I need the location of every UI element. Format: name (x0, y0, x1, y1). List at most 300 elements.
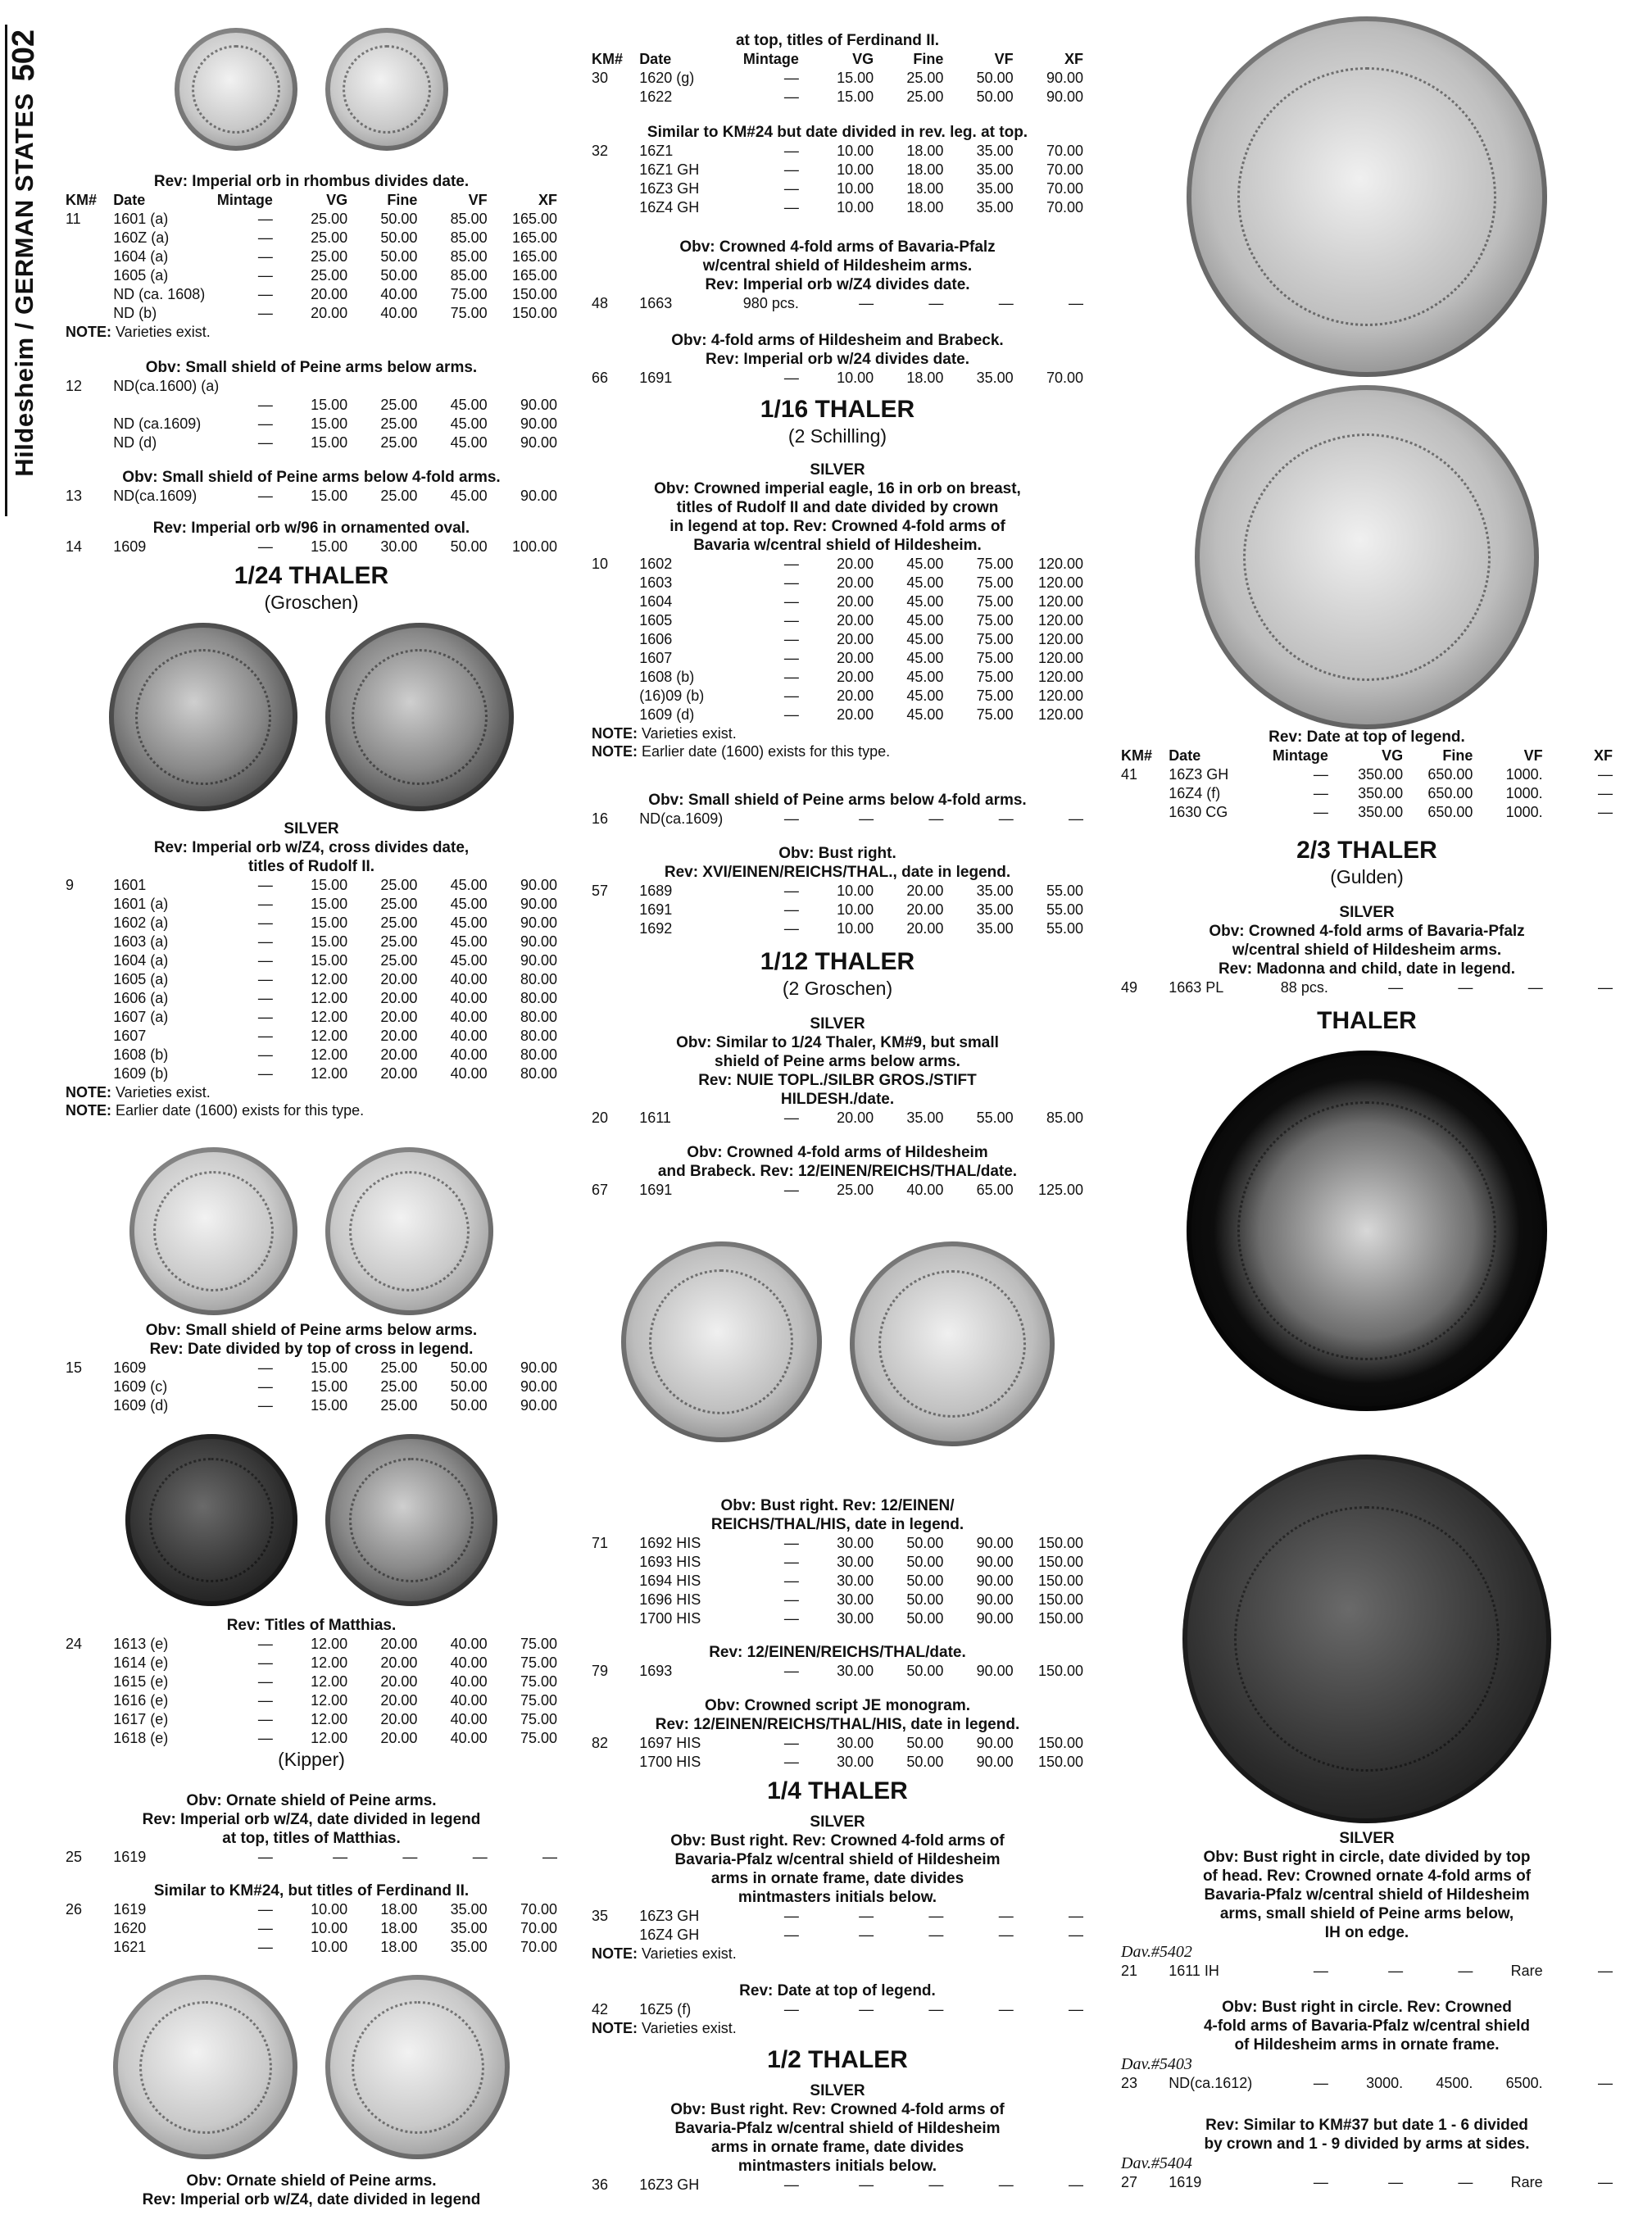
description: Obv: Crowned 4-fold arms of Bavaria-Pfalz (1209, 923, 1525, 940)
cell-mintage: — (783, 1110, 799, 1126)
cell-xf: 80.00 (520, 1028, 557, 1044)
denomination-1-16-thaler (592, 395, 1083, 447)
cell-vg: 25.00 (311, 229, 348, 246)
cell-km (66, 895, 113, 914)
cell-vg: 20.00 (837, 669, 874, 685)
cell-km: 13 (66, 488, 83, 504)
cell-vg: 20.00 (837, 688, 874, 704)
cell-date: 160Z (a) (113, 229, 170, 246)
cell-fine: 25.00 (380, 896, 418, 912)
column-header-km: KM# (1121, 747, 1153, 764)
cell-km: 10 (592, 556, 609, 572)
cell-vg: 10.00 (311, 1920, 348, 1936)
cell-vg: — (1388, 1963, 1404, 1979)
entry-km32 (592, 123, 1083, 217)
coin-photos-km11 (66, 28, 557, 151)
note: NOTE: Varieties exist. (592, 2020, 737, 2036)
cell-vg: 10.00 (837, 370, 874, 386)
cell-vg: 12.00 (311, 1730, 348, 1746)
cell-date: 1693 (639, 1663, 673, 1679)
cell-vg: 10.00 (837, 143, 874, 159)
cell-date: 1618 (e) (113, 1730, 169, 1746)
table-row (66, 285, 557, 304)
description: Rev: Date at top of legend. (1268, 728, 1465, 746)
cell-xf: 150.00 (1037, 1610, 1083, 1627)
cell-fine: 18.00 (380, 1939, 418, 1955)
cell-vg: 15.00 (311, 933, 348, 950)
price-table (592, 1734, 1083, 1772)
cell-date: 1630 CG (1169, 804, 1228, 820)
cell-mintage: — (783, 574, 799, 591)
cell-vf: — (1527, 979, 1543, 996)
cell-vg: 10.00 (837, 920, 874, 937)
cell-km (66, 989, 113, 1008)
cell-vg: 12.00 (311, 1009, 348, 1025)
cell-km (66, 1064, 113, 1083)
cell-date: 1692 (639, 920, 673, 937)
cell-mintage: — (783, 70, 799, 86)
cell-vf: 35.00 (976, 180, 1014, 197)
cell-fine: — (928, 2001, 944, 2017)
cell-mintage: — (257, 1939, 273, 1955)
cell-fine: 50.00 (906, 1554, 944, 1570)
table-row (592, 810, 1083, 828)
table-row (66, 1848, 557, 1867)
cell-vf: 1000. (1505, 766, 1543, 783)
cell-vf: 35.00 (450, 1920, 488, 1936)
coin-obverse-image (109, 623, 297, 811)
cell-km (592, 88, 639, 107)
cell-fine: 18.00 (380, 1920, 418, 1936)
cell-xf: 75.00 (520, 1711, 557, 1727)
cell-mintage: — (257, 1692, 273, 1709)
cell-mintage: — (783, 2001, 799, 2017)
cell-vf: 40.00 (450, 1046, 488, 1063)
cell-vg: 12.00 (311, 1636, 348, 1652)
table-row (66, 876, 557, 895)
cell-mintage: — (257, 896, 273, 912)
table-row (592, 2176, 1083, 2194)
entry-km25 (66, 1791, 557, 1867)
cell-mintage: — (257, 397, 273, 413)
coin-photos-km15 (66, 1147, 557, 1315)
cell-mintage: — (257, 1901, 273, 1918)
coin-reverse-image (325, 1975, 510, 2159)
cell-vg: 15.00 (311, 434, 348, 451)
price-table (592, 1181, 1083, 1200)
cell-vf: 35.00 (976, 901, 1014, 918)
denomination-subtitle: (Kipper) (278, 1749, 345, 1770)
table-row (66, 951, 557, 970)
entry-km30-desc (66, 2172, 557, 2209)
cell-fine: 40.00 (380, 286, 418, 302)
cell-km (592, 901, 639, 919)
description: Rev: Imperial orb in rhombus divides date. (153, 173, 470, 190)
cell-mintage: — (783, 883, 799, 899)
cell-fine: 20.00 (380, 1711, 418, 1727)
description: of head. Rev: Crowned ornate 4-fold arms of (1202, 1868, 1532, 1885)
description: shield of Peine arms below arms. (715, 1053, 960, 1070)
cell-xf: 150.00 (1037, 1663, 1083, 1679)
cell-vg: 10.00 (837, 180, 874, 197)
table-row (592, 69, 1083, 88)
description: Similar to KM#24, but titles of Ferdinand II. (153, 1882, 470, 1899)
description: arms, small shield of Peine arms below, (1219, 1905, 1514, 1922)
price-table (66, 1900, 557, 1957)
cell-vg: 20.00 (837, 631, 874, 647)
cell-fine (347, 377, 417, 396)
cell-mintage: — (1313, 1963, 1328, 1979)
cell-vg: 15.00 (311, 1397, 348, 1414)
cell-xf: 70.00 (1046, 370, 1083, 386)
column-header-km: KM# (66, 192, 98, 208)
cell-fine: 25.00 (380, 1378, 418, 1395)
cell-vf: — (472, 1849, 488, 1865)
cell-xf: 90.00 (520, 397, 557, 413)
cell-mintage: — (783, 1610, 799, 1627)
cell-date: (16)09 (b) (639, 688, 705, 704)
cell-vf: 90.00 (976, 1535, 1014, 1551)
cell-vg: 12.00 (311, 971, 348, 987)
cell-xf: 80.00 (520, 990, 557, 1006)
cell-vf: 35.00 (450, 1939, 488, 1955)
cell-vg: 25.00 (311, 248, 348, 265)
cell-date: ND(ca.1600) (a) (113, 378, 220, 394)
cell-xf: 120.00 (1037, 669, 1083, 685)
entry-km24 (66, 1616, 557, 1771)
cell-vg: — (333, 1849, 348, 1865)
cell-vf: — (998, 2176, 1014, 2193)
cell-km: 35 (592, 1908, 609, 1924)
cell-km (66, 1027, 113, 1046)
cell-vg: 12.00 (311, 1711, 348, 1727)
coin-photo-km21-reverse (1121, 1455, 1613, 1823)
cell-xf: — (1069, 2001, 1083, 2017)
cell-vf: 75.00 (450, 286, 488, 302)
description: Rev: Imperial orb w/96 in ornamented oval. (152, 520, 470, 537)
cell-vg: 30.00 (837, 1591, 874, 1608)
table-row (66, 210, 557, 229)
column-header-fine: Fine (913, 51, 944, 67)
cell-vf: 35.00 (976, 370, 1014, 386)
cell-vg: — (859, 810, 874, 827)
description: Obv: Bust right in circle. Rev: Crowned (1222, 1999, 1512, 2016)
cell-xf: — (1598, 979, 1613, 996)
column-header-fine: Fine (1442, 747, 1473, 764)
entry-km79 (592, 1643, 1083, 1681)
cell-vg: 25.00 (311, 267, 348, 284)
table-row (592, 1753, 1083, 1772)
cell-xf: 75.00 (520, 1636, 557, 1652)
table-row (592, 630, 1083, 649)
cell-mintage: — (1313, 766, 1328, 783)
cell-mintage: — (257, 1065, 273, 1082)
cell-xf: 90.00 (520, 1397, 557, 1414)
cell-xf: 120.00 (1037, 574, 1083, 591)
cell-fine: 20.00 (380, 1065, 418, 1082)
cell-xf: — (1598, 2075, 1613, 2091)
cell-km: 79 (592, 1663, 609, 1679)
cell-mintage: — (783, 593, 799, 610)
cell-vg: 10.00 (837, 161, 874, 178)
cell-fine: 18.00 (906, 370, 944, 386)
table-row (592, 1572, 1083, 1591)
description: Rev: Date divided by top of cross in legend. (149, 1341, 474, 1358)
cell-km (592, 198, 639, 217)
table-row (1121, 784, 1613, 803)
cell-date: 1601 (a) (113, 896, 169, 912)
table-row (66, 1008, 557, 1027)
table-row (592, 1181, 1083, 1200)
table-row (592, 179, 1083, 198)
cell-km: 26 (66, 1901, 83, 1918)
cell-date: 1620 (g) (639, 70, 695, 86)
price-table (592, 2000, 1083, 2019)
cell-km (66, 1654, 113, 1672)
table-row (66, 1729, 557, 1748)
cell-mintage: — (257, 915, 273, 931)
table-header-row (592, 50, 1083, 69)
cell-vf: 50.00 (450, 1378, 488, 1395)
cell-date: 1609 (d) (639, 706, 695, 723)
cell-vf: 90.00 (976, 1610, 1014, 1627)
cell-vf: 75.00 (976, 556, 1014, 572)
cell-date: 1691 (639, 1182, 673, 1198)
cell-xf: 150.00 (1037, 1735, 1083, 1751)
table-row (592, 1591, 1083, 1609)
cell-xf: — (1598, 785, 1613, 801)
cell-vg: 350.00 (1358, 804, 1404, 820)
entry-km67 (592, 1143, 1083, 1200)
cell-fine: 18.00 (906, 199, 944, 216)
cell-mintage: — (783, 1591, 799, 1608)
table-row (592, 706, 1083, 724)
cell-vf: Rare (1510, 1963, 1543, 1979)
cell-vg: 15.00 (311, 877, 348, 893)
cell-km: 9 (66, 877, 75, 893)
cell-date: 1609 (113, 538, 147, 555)
table-row (66, 1635, 557, 1654)
cell-km: 15 (66, 1359, 83, 1376)
description: of Hildesheim arms in ornate frame. (1234, 2036, 1500, 2054)
cell-km (592, 179, 639, 198)
cell-xf: — (1069, 1908, 1083, 1924)
cell-fine: 25.00 (380, 915, 418, 931)
cell-date: 1601 (a) (113, 211, 169, 227)
description: Obv: Ornate shield of Peine arms. (186, 2172, 437, 2190)
cell-mintage: — (783, 199, 799, 216)
cell-fine: 20.00 (906, 901, 944, 918)
cell-xf: 120.00 (1037, 556, 1083, 572)
cell-fine: 45.00 (906, 706, 944, 723)
cell-mintage: — (257, 305, 273, 321)
cell-xf: 70.00 (1046, 199, 1083, 216)
cell-vf: 45.00 (450, 896, 488, 912)
cell-date: 1617 (e) (113, 1711, 169, 1727)
table-row (592, 2000, 1083, 2019)
cell-vf: 45.00 (450, 915, 488, 931)
cell-date: 1615 (e) (113, 1673, 169, 1690)
entry-km21 (1121, 1829, 1613, 1981)
description: Obv: Small shield of Peine arms below arms. (145, 359, 478, 376)
cell-mintage: — (783, 89, 799, 105)
table-row (592, 88, 1083, 107)
denomination-title: 1/4 THALER (767, 1777, 908, 1804)
cell-vg: 20.00 (837, 593, 874, 610)
cell-xf: 75.00 (520, 1692, 557, 1709)
description: HILDESH./date. (780, 1091, 895, 1108)
cell-mintage: — (257, 1046, 273, 1063)
cell-fine: 25.00 (380, 933, 418, 950)
cell-date: 16Z3 GH (1169, 766, 1229, 783)
entry-km14 (66, 519, 557, 556)
cell-date: 1607 (113, 1028, 147, 1044)
entry-km23 (1121, 1998, 1613, 2093)
cell-vg: 12.00 (311, 1654, 348, 1671)
cell-xf: 150.00 (511, 305, 557, 321)
description: Rev: Imperial orb w/Z4 divides date. (705, 276, 970, 293)
cell-vg: 20.00 (837, 1110, 874, 1126)
cell-km (66, 1710, 113, 1729)
cell-vg: 15.00 (311, 896, 348, 912)
coin-photos-km71 (592, 1241, 1083, 1446)
table-row (592, 592, 1083, 611)
cell-mintage: — (257, 488, 273, 504)
description: Obv: Crowned 4-fold arms of Hildesheim (687, 1144, 988, 1161)
cell-xf: 90.00 (520, 952, 557, 969)
entry-km57 (592, 844, 1083, 938)
cell-vf: 75.00 (976, 650, 1014, 666)
cell-mintage: — (257, 933, 273, 950)
description: and Brabeck. Rev: 12/EINEN/REICHS/THAL/date. (657, 1163, 1018, 1180)
description: 4-fold arms of Bavaria-Pfalz w/central shield (1203, 2017, 1531, 2035)
description: Rev: 12/EINEN/REICHS/THAL/date. (709, 1644, 966, 1661)
table-row (1121, 978, 1613, 997)
note: NOTE: Earlier date (1600) exists for this type. (592, 743, 891, 760)
cell-mintage: — (257, 1673, 273, 1690)
cell-fine: 650.00 (1427, 804, 1473, 820)
cell-vf: 40.00 (450, 1028, 488, 1044)
cell-fine: 50.00 (380, 211, 418, 227)
coin-photo-km41-reverse (1121, 385, 1613, 729)
cell-mintage: — (257, 434, 273, 451)
cell-mintage: — (257, 952, 273, 969)
entry-km13 (66, 468, 557, 506)
table-row (66, 1919, 557, 1938)
price-table (592, 2176, 1083, 2194)
entry-km71 (592, 1496, 1083, 1628)
cell-mintage: — (257, 1378, 273, 1395)
price-table (66, 487, 557, 506)
cell-km: 41 (1121, 766, 1138, 783)
cell-vg: 3000. (1366, 2075, 1404, 2091)
table-row (1121, 2173, 1613, 2192)
coin-reverse-image (1195, 385, 1539, 729)
cell-vg: — (859, 2176, 874, 2193)
cell-date: ND (ca. 1608) (113, 286, 206, 302)
cell-vf: 1000. (1505, 804, 1543, 820)
cell-date: ND (ca.1609) (113, 415, 202, 432)
cell-xf: 90.00 (520, 1359, 557, 1376)
cell-date: 1603 (639, 574, 673, 591)
cell-vg: 15.00 (311, 415, 348, 432)
price-table (592, 1907, 1083, 1945)
table-row (592, 574, 1083, 592)
table-row (66, 989, 557, 1008)
column-header-mintage: Mintage (216, 192, 273, 208)
cell-xf: 120.00 (1037, 706, 1083, 723)
cell-date: 1605 (639, 612, 673, 629)
description: Bavaria w/central shield of Hildesheim. (693, 537, 982, 554)
description: mintmasters initials below. (738, 1889, 937, 1906)
cell-xf: 75.00 (520, 1654, 557, 1671)
price-table (592, 50, 1083, 107)
entry-km27 (1121, 2116, 1613, 2192)
price-table (592, 882, 1083, 938)
cell-fine: 50.00 (906, 1591, 944, 1608)
denomination-subtitle: (Gulden) (1330, 866, 1404, 887)
cell-fine: — (928, 295, 944, 311)
cell-date: 16Z3 GH (639, 1908, 700, 1924)
cell-km (66, 1729, 113, 1748)
cell-mintage: — (783, 1663, 799, 1679)
cell-mintage: — (1313, 2075, 1328, 2091)
cell-mintage: — (1313, 785, 1328, 801)
cell-xf: 150.00 (511, 286, 557, 302)
cell-km (1121, 803, 1169, 822)
cell-vg: 20.00 (311, 305, 348, 321)
cell-km: 21 (1121, 1963, 1138, 1979)
davenport-reference: Dav.#5404 (1121, 2154, 1192, 2172)
cell-fine: 20.00 (380, 1009, 418, 1025)
cell-fine: 20.00 (380, 1730, 418, 1746)
cell-vf: 40.00 (450, 1065, 488, 1082)
entry-km48 (592, 238, 1083, 313)
metal-label: SILVER (284, 820, 339, 837)
cell-vg: 15.00 (311, 952, 348, 969)
cell-date: 1609 (113, 1359, 147, 1376)
entry-km82 (592, 1696, 1083, 1772)
description: IH on edge. (1324, 1924, 1409, 1941)
coin-reverse-image (850, 1241, 1055, 1446)
table-row (66, 1654, 557, 1672)
cell-fine: 45.00 (906, 574, 944, 591)
table-row (66, 1359, 557, 1377)
cell-date: 1691 (639, 370, 673, 386)
cell-xf: 120.00 (1037, 612, 1083, 629)
cell-km (66, 1672, 113, 1691)
cell-vf: 40.00 (450, 1009, 488, 1025)
price-table (66, 876, 557, 1083)
cell-vf: 90.00 (976, 1663, 1014, 1679)
cell-mintage: — (257, 971, 273, 987)
cell-fine: 50.00 (906, 1735, 944, 1751)
cell-xf: 90.00 (520, 896, 557, 912)
column-header-mintage: Mintage (742, 51, 799, 67)
cell-vf: 50.00 (976, 89, 1014, 105)
cell-mintage: — (257, 1028, 273, 1044)
cell-fine: — (1458, 2174, 1473, 2190)
cell-date: 1604 (639, 593, 673, 610)
cell-date: 1700 HIS (639, 1610, 701, 1627)
page-number: 502 (7, 30, 41, 82)
cell-xf: — (542, 1849, 557, 1865)
cell-date: 1619 (113, 1849, 147, 1865)
cell-vf: 45.00 (450, 952, 488, 969)
cell-km (592, 1553, 639, 1572)
cell-xf (488, 377, 557, 396)
cell-xf: 90.00 (1046, 70, 1083, 86)
